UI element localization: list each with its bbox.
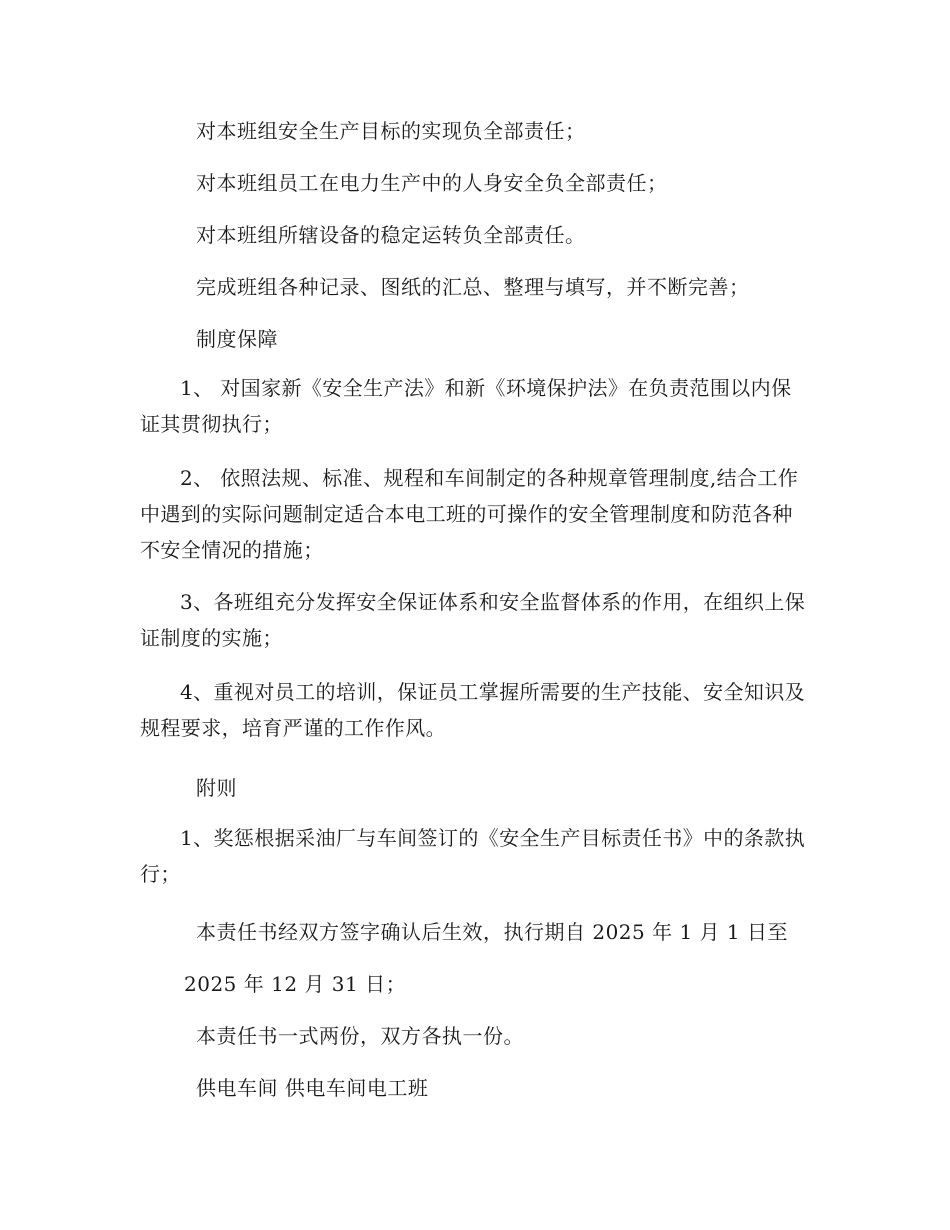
list-item-1: 1、 对国家新《安全生产法》和新《环境保护法》在负责范围以内保证其贯彻执行；	[140, 376, 792, 436]
paragraph-equipment-operation: 对本班组所辖设备的稳定运转负全部责任。	[196, 223, 586, 247]
section-heading-system-guarantee: 制度保障	[196, 327, 278, 351]
list-item-reward-penalty: 1、奖惩根据采油厂与车间签订的《安全生产目标责任书》中的条款执行；	[140, 826, 806, 886]
list-item-2: 2、 依照法规、标准、规程和车间制定的各种规章管理制度,结合工作中遇到的实际问题制定适合本电工班的可操作的安全管理制度和防范各种不安全情况的措施；	[140, 466, 799, 562]
list-item-3: 3、各班组充分发挥安全保证体系和安全监督体系的作用，在组织上保证制度的实施；	[140, 590, 806, 650]
paragraph-copies: 本责任书一式两份，双方各执一份。	[196, 1024, 524, 1048]
section-heading-supplementary: 附则	[196, 776, 237, 800]
list-item-4: 4、重视对员工的培训，保证员工掌握所需要的生产技能、安全知识及规程要求，培育严谨的工作作风。	[140, 680, 806, 740]
paragraph-end-date: 2025 年 12 月 31 日；	[184, 972, 407, 996]
paragraph-personal-safety: 对本班组员工在电力生产中的人身安全负全部责任；	[196, 171, 668, 195]
paragraph-goal-responsibility: 对本班组安全生产目标的实现负全部责任；	[196, 119, 586, 143]
signature-parties: 供电车间 供电车间电工班	[196, 1076, 429, 1100]
paragraph-records: 完成班组各种记录、图纸的汇总、整理与填写，并不断完善；	[196, 275, 750, 299]
paragraph-effective-date: 本责任书经双方签字确认后生效，执行期自 2025 年 1 月 1 日至	[196, 920, 788, 944]
